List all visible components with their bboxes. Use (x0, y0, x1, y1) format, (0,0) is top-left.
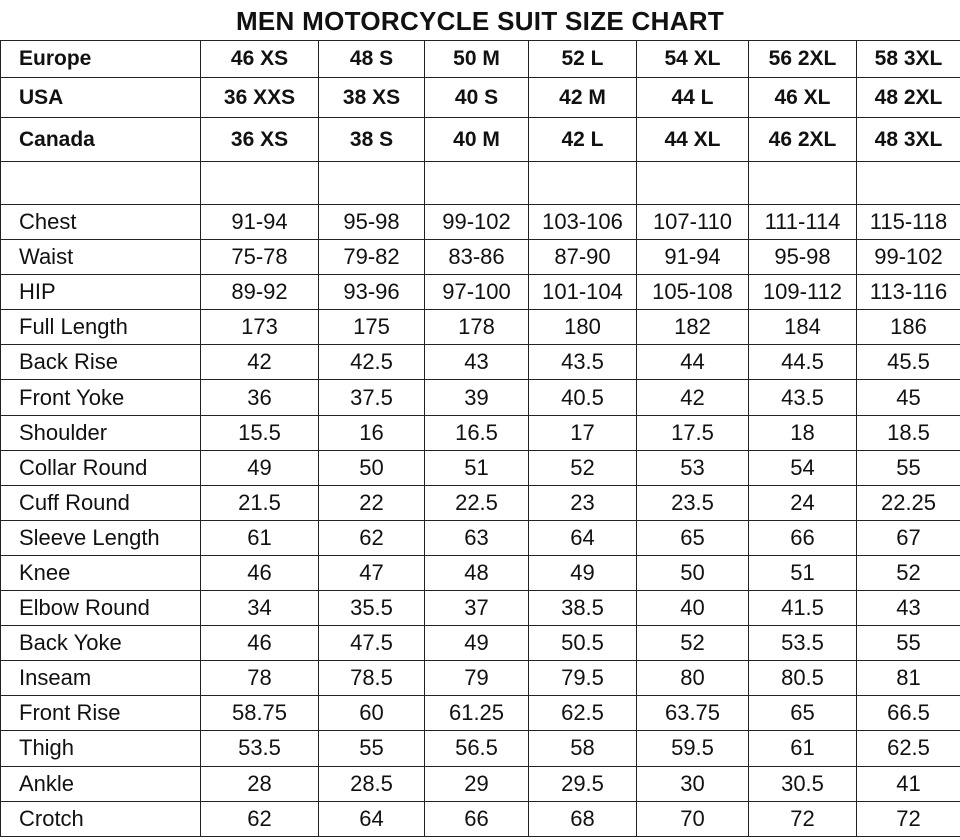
empty-cell (857, 162, 960, 205)
region-row-usa (1, 78, 960, 118)
measurement-value: 182 (637, 310, 749, 345)
measurement-value: 53.5 (749, 626, 857, 661)
measurement-value: 62 (319, 520, 425, 555)
measurement-value: 43 (425, 345, 529, 380)
chart-title: MEN MOTORCYCLE SUIT SIZE CHART (235, 5, 725, 36)
measurement-value: 80.5 (749, 661, 857, 696)
measurement-value: 42.5 (319, 345, 425, 380)
measurement-label: Crotch (1, 801, 201, 836)
measurement-value: 37 (425, 591, 529, 626)
measurement-value: 47 (319, 555, 425, 590)
measurement-label: Thigh (1, 731, 201, 766)
measurement-value: 51 (425, 450, 529, 485)
empty-cell (425, 162, 529, 205)
measurement-value: 91-94 (201, 205, 319, 240)
measurement-value: 173 (201, 310, 319, 345)
measurement-value: 75-78 (201, 240, 319, 275)
measurement-value: 48 (425, 555, 529, 590)
measurement-value: 43.5 (529, 345, 637, 380)
measurement-value: 42 (637, 380, 749, 415)
measurement-row (1, 591, 960, 626)
size-cell: 48 2XL (857, 78, 960, 118)
measurement-value: 18.5 (857, 415, 960, 450)
measurement-value: 16 (319, 415, 425, 450)
measurement-label: Front Yoke (1, 380, 201, 415)
measurement-row (1, 696, 960, 731)
measurement-value: 67 (857, 520, 960, 555)
measurement-value: 111-114 (749, 205, 857, 240)
measurement-value: 62 (201, 801, 319, 836)
region-label: Europe (1, 41, 201, 78)
region-row-europe (1, 41, 960, 78)
region-label: USA (1, 78, 201, 118)
size-cell: 52 L (529, 41, 637, 78)
measurement-value: 49 (201, 450, 319, 485)
size-table-body (1, 41, 960, 837)
empty-cell (529, 162, 637, 205)
measurement-row (1, 485, 960, 520)
measurement-value: 52 (857, 555, 960, 590)
measurement-value: 58 (529, 731, 637, 766)
size-cell: 48 3XL (857, 118, 960, 162)
measurement-row (1, 205, 960, 240)
measurement-value: 186 (857, 310, 960, 345)
measurement-value: 65 (637, 520, 749, 555)
measurement-value: 60 (319, 696, 425, 731)
measurement-value: 66 (749, 520, 857, 555)
size-cell: 38 S (319, 118, 425, 162)
measurement-value: 42 (201, 345, 319, 380)
measurement-value: 93-96 (319, 275, 425, 310)
measurement-label: Front Rise (1, 696, 201, 731)
measurement-row (1, 626, 960, 661)
measurement-value: 37.5 (319, 380, 425, 415)
measurement-value: 81 (857, 661, 960, 696)
measurement-value: 68 (529, 801, 637, 836)
region-label: Canada (1, 118, 201, 162)
size-cell: 48 S (319, 41, 425, 78)
empty-cell (1, 162, 201, 205)
measurement-value: 59.5 (637, 731, 749, 766)
size-cell: 44 L (637, 78, 749, 118)
measurement-label: Waist (1, 240, 201, 275)
size-cell: 46 2XL (749, 118, 857, 162)
measurement-value: 95-98 (319, 205, 425, 240)
measurement-value: 23 (529, 485, 637, 520)
measurement-row (1, 555, 960, 590)
empty-cell (749, 162, 857, 205)
measurement-value: 50 (319, 450, 425, 485)
measurement-value: 17 (529, 415, 637, 450)
measurement-value: 53.5 (201, 731, 319, 766)
measurement-value: 66 (425, 801, 529, 836)
measurement-value: 36 (201, 380, 319, 415)
size-cell: 56 2XL (749, 41, 857, 78)
measurement-value: 64 (319, 801, 425, 836)
measurement-label: Back Yoke (1, 626, 201, 661)
measurement-value: 55 (857, 626, 960, 661)
measurement-value: 87-90 (529, 240, 637, 275)
measurement-row (1, 661, 960, 696)
measurement-value: 30.5 (749, 766, 857, 801)
measurement-value: 61.25 (425, 696, 529, 731)
measurement-value: 65 (749, 696, 857, 731)
measurement-value: 72 (749, 801, 857, 836)
measurement-value: 40 (637, 591, 749, 626)
measurement-value: 30 (637, 766, 749, 801)
measurement-value: 55 (319, 731, 425, 766)
measurement-value: 61 (749, 731, 857, 766)
measurement-value: 15.5 (201, 415, 319, 450)
measurement-value: 103-106 (529, 205, 637, 240)
measurement-value: 49 (425, 626, 529, 661)
measurement-value: 52 (529, 450, 637, 485)
measurement-value: 40.5 (529, 380, 637, 415)
empty-cell (319, 162, 425, 205)
measurement-value: 52 (637, 626, 749, 661)
measurement-value: 72 (857, 801, 960, 836)
empty-cell (201, 162, 319, 205)
measurement-row (1, 310, 960, 345)
size-cell: 36 XS (201, 118, 319, 162)
measurement-row (1, 731, 960, 766)
measurement-row (1, 380, 960, 415)
measurement-value: 70 (637, 801, 749, 836)
size-cell: 54 XL (637, 41, 749, 78)
size-cell: 44 XL (637, 118, 749, 162)
size-cell: 50 M (425, 41, 529, 78)
measurement-value: 35.5 (319, 591, 425, 626)
measurement-value: 79.5 (529, 661, 637, 696)
measurement-value: 64 (529, 520, 637, 555)
measurement-value: 44.5 (749, 345, 857, 380)
measurement-value: 101-104 (529, 275, 637, 310)
measurement-value: 113-116 (857, 275, 960, 310)
measurement-value: 66.5 (857, 696, 960, 731)
measurement-row (1, 450, 960, 485)
measurement-value: 99-102 (857, 240, 960, 275)
measurement-value: 89-92 (201, 275, 319, 310)
measurement-value: 178 (425, 310, 529, 345)
measurement-value: 29.5 (529, 766, 637, 801)
measurement-value: 50 (637, 555, 749, 590)
size-cell: 36 XXS (201, 78, 319, 118)
measurement-value: 41.5 (749, 591, 857, 626)
measurement-label: Elbow Round (1, 591, 201, 626)
measurement-value: 99-102 (425, 205, 529, 240)
measurement-value: 53 (637, 450, 749, 485)
measurement-label: HIP (1, 275, 201, 310)
measurement-value: 23.5 (637, 485, 749, 520)
measurement-value: 22.25 (857, 485, 960, 520)
size-cell: 40 S (425, 78, 529, 118)
measurement-value: 115-118 (857, 205, 960, 240)
measurement-value: 175 (319, 310, 425, 345)
region-row-canada (1, 118, 960, 162)
measurement-value: 51 (749, 555, 857, 590)
measurement-value: 47.5 (319, 626, 425, 661)
measurement-value: 107-110 (637, 205, 749, 240)
size-cell: 42 M (529, 78, 637, 118)
measurement-value: 61 (201, 520, 319, 555)
measurement-label: Ankle (1, 766, 201, 801)
measurement-value: 83-86 (425, 240, 529, 275)
measurement-label: Shoulder (1, 415, 201, 450)
measurement-value: 91-94 (637, 240, 749, 275)
measurement-value: 56.5 (425, 731, 529, 766)
measurement-label: Full Length (1, 310, 201, 345)
measurement-value: 43 (857, 591, 960, 626)
measurement-label: Cuff Round (1, 485, 201, 520)
measurement-value: 43.5 (749, 380, 857, 415)
measurement-label: Chest (1, 205, 201, 240)
measurement-value: 17.5 (637, 415, 749, 450)
measurement-value: 109-112 (749, 275, 857, 310)
measurement-value: 80 (637, 661, 749, 696)
measurement-value: 95-98 (749, 240, 857, 275)
measurement-value: 28.5 (319, 766, 425, 801)
measurement-value: 63 (425, 520, 529, 555)
measurement-row (1, 801, 960, 836)
measurement-value: 55 (857, 450, 960, 485)
measurement-value: 34 (201, 591, 319, 626)
measurement-value: 49 (529, 555, 637, 590)
size-cell: 38 XS (319, 78, 425, 118)
measurement-value: 184 (749, 310, 857, 345)
measurement-value: 22.5 (425, 485, 529, 520)
measurement-value: 45.5 (857, 345, 960, 380)
measurement-row (1, 520, 960, 555)
measurement-value: 46 (201, 626, 319, 661)
measurement-row (1, 240, 960, 275)
measurement-value: 28 (201, 766, 319, 801)
measurement-value: 16.5 (425, 415, 529, 450)
measurement-row (1, 766, 960, 801)
measurement-value: 39 (425, 380, 529, 415)
measurement-value: 29 (425, 766, 529, 801)
measurement-value: 21.5 (201, 485, 319, 520)
measurement-value: 105-108 (637, 275, 749, 310)
measurement-value: 180 (529, 310, 637, 345)
empty-cell (637, 162, 749, 205)
measurement-row (1, 275, 960, 310)
measurement-value: 41 (857, 766, 960, 801)
measurement-value: 54 (749, 450, 857, 485)
measurement-value: 79-82 (319, 240, 425, 275)
measurement-value: 97-100 (425, 275, 529, 310)
measurement-value: 50.5 (529, 626, 637, 661)
measurement-label: Collar Round (1, 450, 201, 485)
measurement-value: 63.75 (637, 696, 749, 731)
measurement-value: 79 (425, 661, 529, 696)
measurement-value: 78.5 (319, 661, 425, 696)
measurement-value: 44 (637, 345, 749, 380)
measurement-value: 24 (749, 485, 857, 520)
measurement-value: 38.5 (529, 591, 637, 626)
measurement-label: Knee (1, 555, 201, 590)
measurement-value: 45 (857, 380, 960, 415)
measurement-value: 78 (201, 661, 319, 696)
measurement-label: Back Rise (1, 345, 201, 380)
size-cell: 42 L (529, 118, 637, 162)
measurement-value: 22 (319, 485, 425, 520)
size-cell: 58 3XL (857, 41, 960, 78)
measurement-value: 18 (749, 415, 857, 450)
measurement-value: 58.75 (201, 696, 319, 731)
measurement-value: 62.5 (529, 696, 637, 731)
size-cell: 46 XS (201, 41, 319, 78)
spacer-row (1, 162, 960, 205)
measurement-label: Inseam (1, 661, 201, 696)
measurement-row (1, 345, 960, 380)
measurement-value: 46 (201, 555, 319, 590)
size-table (0, 40, 960, 837)
measurement-label: Sleeve Length (1, 520, 201, 555)
size-cell: 40 M (425, 118, 529, 162)
size-cell: 46 XL (749, 78, 857, 118)
measurement-row (1, 415, 960, 450)
measurement-value: 62.5 (857, 731, 960, 766)
